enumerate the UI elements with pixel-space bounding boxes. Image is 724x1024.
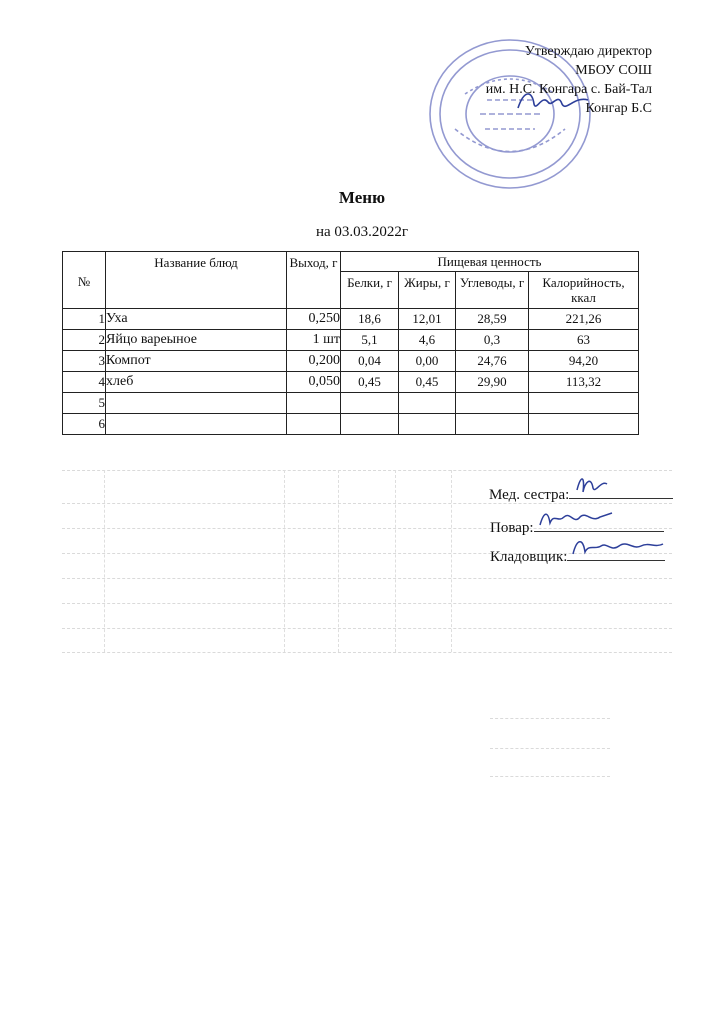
ghost-line — [338, 470, 339, 652]
row-number: 2 — [63, 330, 106, 351]
ghost-line — [490, 718, 610, 719]
dish-output — [287, 393, 341, 414]
table-row — [63, 351, 639, 372]
table-row — [63, 372, 639, 393]
calories-value — [529, 393, 639, 414]
dish-output — [287, 414, 341, 435]
carbs-value: 24,76 — [456, 351, 529, 372]
header-name: Название блюд — [106, 252, 287, 309]
row-number: 3 — [63, 351, 106, 372]
table-row — [63, 330, 639, 351]
table-row — [63, 393, 639, 414]
calories-value — [529, 414, 639, 435]
nurse-signature-line — [569, 484, 673, 499]
header-protein: Белки, г — [341, 272, 399, 309]
dish-output: 0,050 — [287, 372, 341, 393]
storekeeper-signature — [569, 534, 667, 560]
ghost-line — [62, 470, 672, 471]
row-number: 1 — [63, 309, 106, 330]
row-number: 5 — [63, 393, 106, 414]
storekeeper-label: Кладовщик: — [490, 549, 568, 565]
calories-value: 94,20 — [529, 351, 639, 372]
approval-line: МБОУ СОШ — [575, 63, 652, 78]
fat-value: 12,01 — [399, 309, 456, 330]
nurse-signature — [571, 472, 611, 498]
ghost-line — [62, 652, 672, 653]
dish-name: хлеб — [106, 372, 287, 393]
signature-nurse — [489, 484, 673, 504]
cook-signature-line — [534, 517, 664, 532]
approval-line: им. Н.С. Конгара с. Бай-Тал — [485, 82, 652, 97]
dish-name: Яйцо вареыное — [106, 330, 287, 351]
nurse-label: Мед. сестра: — [489, 487, 570, 503]
carbs-value: 29,90 — [456, 372, 529, 393]
dish-name — [106, 414, 287, 435]
menu-table — [62, 251, 639, 435]
row-number: 4 — [63, 372, 106, 393]
menu-date: на 03.03.2022г — [315, 224, 409, 240]
carbs-value — [456, 414, 529, 435]
storekeeper-signature-line — [567, 546, 665, 561]
calories-value: 221,26 — [529, 309, 639, 330]
dish-output: 0,200 — [287, 351, 341, 372]
fat-value: 4,6 — [399, 330, 456, 351]
protein-value — [341, 414, 399, 435]
ghost-line — [62, 603, 672, 604]
fat-value: 0,00 — [399, 351, 456, 372]
fat-value — [399, 414, 456, 435]
ghost-line — [62, 578, 672, 579]
calories-value: 63 — [529, 330, 639, 351]
carbs-value — [456, 393, 529, 414]
header-no: № — [63, 252, 106, 309]
approval-line: Конгар Б.С — [585, 101, 652, 116]
ghost-line — [395, 470, 396, 652]
dish-name: Компот — [106, 351, 287, 372]
header-output: Выход, г — [287, 252, 341, 309]
calories-value: 113,32 — [529, 372, 639, 393]
header-nutrition: Пищевая ценность — [341, 252, 639, 272]
approval-block — [486, 42, 652, 118]
ghost-line — [490, 776, 610, 777]
protein-value: 0,45 — [341, 372, 399, 393]
protein-value: 0,04 — [341, 351, 399, 372]
dish-name: Уха — [106, 309, 287, 330]
ghost-line — [104, 470, 105, 652]
signature-storekeeper — [490, 546, 665, 566]
fat-value: 0,45 — [399, 372, 456, 393]
approval-line: Утверждаю директор — [524, 44, 652, 59]
cook-signature — [536, 505, 616, 531]
row-number: 6 — [63, 414, 106, 435]
dish-output: 0,250 — [287, 309, 341, 330]
protein-value: 18,6 — [341, 309, 399, 330]
protein-value: 5,1 — [341, 330, 399, 351]
ghost-line — [284, 470, 285, 652]
fat-value — [399, 393, 456, 414]
table-row — [63, 414, 639, 435]
carbs-value: 28,59 — [456, 309, 529, 330]
ghost-line — [490, 748, 610, 749]
cook-label: Повар: — [490, 520, 534, 536]
table-row — [63, 309, 639, 330]
page-title: Меню — [338, 188, 386, 207]
header-carbs: Углеводы, г — [456, 272, 529, 309]
ghost-line — [451, 470, 452, 652]
header-fat: Жиры, г — [399, 272, 456, 309]
carbs-value: 0,3 — [456, 330, 529, 351]
dish-output: 1 шт — [287, 330, 341, 351]
protein-value — [341, 393, 399, 414]
dish-name — [106, 393, 287, 414]
header-calories: Калорийность, ккал — [529, 272, 639, 309]
ghost-line — [62, 628, 672, 629]
